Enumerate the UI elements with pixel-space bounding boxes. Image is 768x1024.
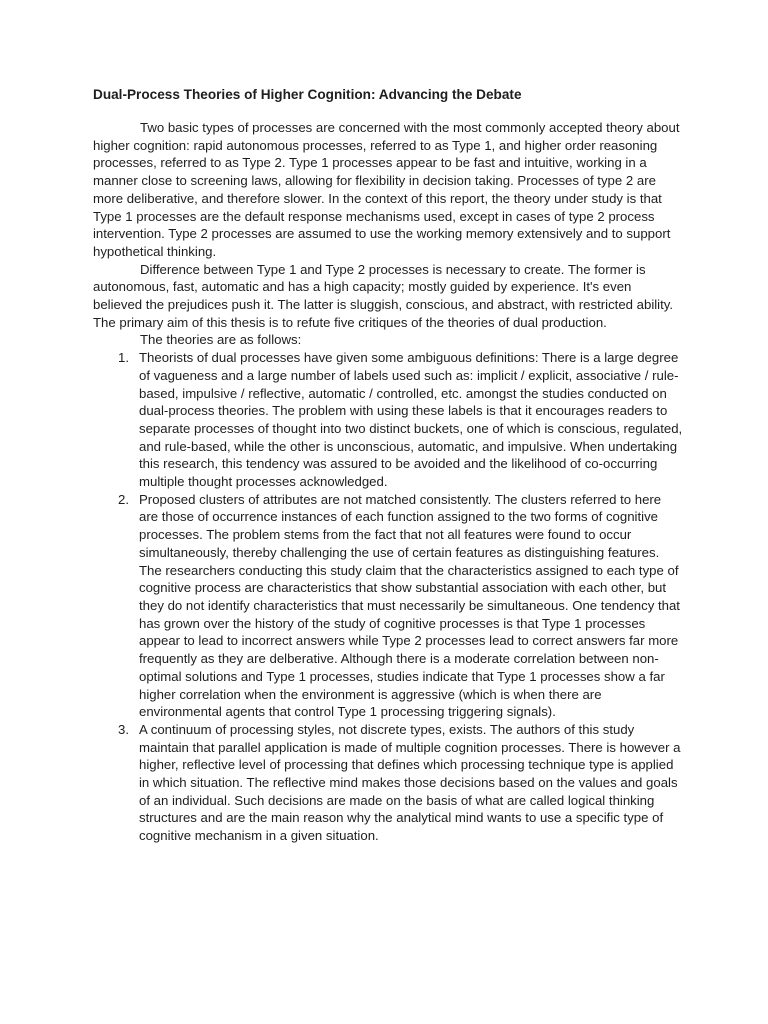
list-item-text: A continuum of processing styles, not discrete types, exists. The authors of this study maintain that parallel application is made of multiple cognition processes. There is however a higher, reflective level of processing that defines which processing technique type is applied in which situation. The reflective mind makes those decisions based on the values and goals of an individual. Such decisions are made on the basis of what are called logical thinking structures and are the main reason why the analytical mind wants to use a specific type of cognitive mechanism in a given situation. bbox=[139, 721, 681, 844]
list-item-text: Theorists of dual processes have given some ambiguous definitions: There is a large degree of vagueness and a large number of labels used such as: implicit / explicit, associative / rule-based, impulsive / reflective, automatic / controlled, etc. amongst the studies conducted on dual-process theories. The problem with using these labels is that it encourages readers to separate processes of thought into two distinct buckets, one of which is conscious, regulated, and rule-based, while the other is unconscious, automatic, and impulsive. When undertaking this research, this tendency was assured to be avoided and the likelihood of co-occurring multiple thought processes acknowledged. bbox=[139, 350, 683, 490]
list-item bbox=[93, 721, 683, 845]
theories-list bbox=[93, 349, 683, 845]
paragraph-type-definitions: Two basic types of processes are concerned with the most commonly accepted theory about higher cognition: rapid autonomous processes, referred to as Type 1, and higher order reasoning processes, referred to as Type 2. Type 1 processes appear to be fast and intuitive, working in a manner close to screening laws, allowing for flexibility in decision taking. Processes of type 2 are more deliberative, and therefore slower. In the context of this report, the theory under study is that Type 1 processes are the default response mechanisms used, except in cases of type 2 process intervention. Type 2 processes are assumed to use the working memory extensively and to support hypothetical thinking. bbox=[93, 120, 680, 259]
list-item bbox=[93, 491, 683, 721]
document-page bbox=[93, 86, 683, 845]
list-item-number: 2. bbox=[118, 491, 129, 507]
document-title: Dual-Process Theories of Higher Cognition: Advancing the Debate bbox=[93, 87, 522, 102]
list-item-text: Proposed clusters of attributes are not matched consistently. The clusters referred to here are those of occurrence instances of each function assigned to the two forms of cognitive processes. The problem stems from the fact that not all features were found to occur simultaneously, thereby challenging the use of certain features as distinguishing features. The researchers conducting this study claim that the characteristics assigned to each type of cognitive process are characteristics that show substantial association with each other, but they do not identify characteristics that must necessarily be simultaneous. One tendency that has grown over the history of the study of cognitive processes is that Type 1 processes appear to lead to incorrect answers while Type 2 processes lead to correct answers far more frequently as they are delberative. Although there is a moderate correlation between non-optimal solutions and Type 1 processes, studies indicate that Type 1 processes show a far higher correlation when the environment is aggressive (which is when there are environmental agents that control Type 1 processing triggering signals). bbox=[139, 491, 680, 720]
list-item-number: 1. bbox=[118, 350, 129, 366]
paragraph-type-differences: Difference between Type 1 and Type 2 processes is necessary to create. The former is autonomous, fast, automatic and has a high capacity; mostly guided by experience. It's even believed the prejudices push it. The latter is sluggish, conscious, and abstract, with restricted ability. The primary aim of this thesis is to refute five critiques of the theories of dual production. bbox=[93, 261, 674, 330]
list-item bbox=[93, 349, 683, 491]
list-item-number: 3. bbox=[118, 721, 129, 737]
list-intro: The theories are as follows: bbox=[140, 332, 302, 348]
